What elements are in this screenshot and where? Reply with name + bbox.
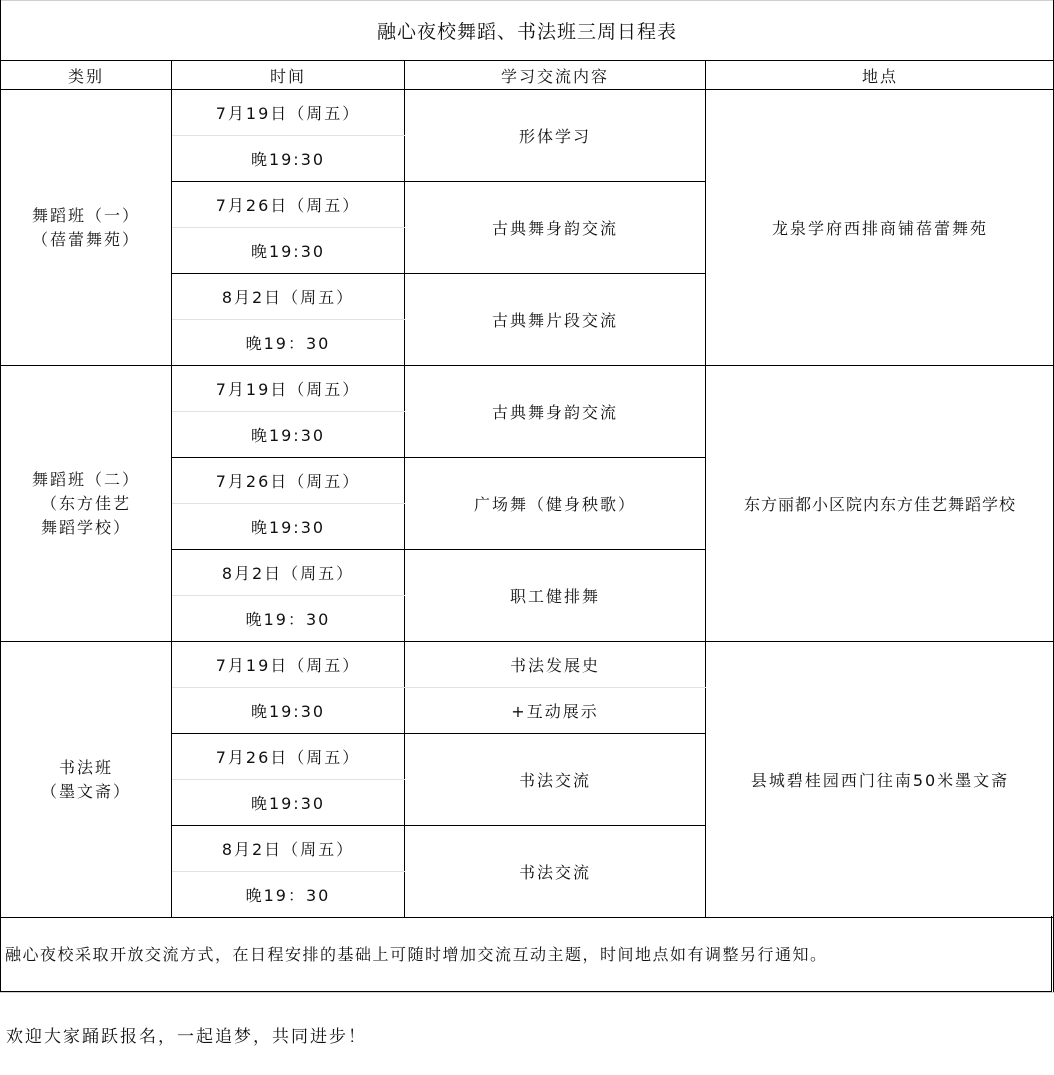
session-date: 8月2日（周五） [172,826,405,872]
session-topic: 古典舞片段交流 [405,274,706,366]
schedule-table [0,60,1054,918]
session-time: 晚19:30 [172,504,405,550]
category-cell [1,366,172,642]
session-topic: 古典舞身韵交流 [405,366,706,458]
table-row [1,90,1054,136]
session-time: 晚19:30 [172,136,405,182]
header-content: 学习交流内容 [405,61,706,90]
session-date: 7月19日（周五） [172,90,405,136]
category-line: 书法班 [58,757,113,777]
header-category: 类别 [1,61,172,90]
category-line: 舞蹈班（一） [31,205,140,225]
location-cell: 县城碧桂园西门往南50米墨文斋 [706,642,1054,918]
category-line: （东方佳艺 [40,493,131,513]
session-date: 8月2日（周五） [172,550,405,596]
session-topic-extra: +互动展示 [405,688,706,734]
category-line: 舞蹈学校） [40,517,131,537]
session-time: 晚19:30 [172,688,405,734]
table-row [1,366,1054,412]
session-time: 晚19：30 [172,872,405,918]
category-line: （蓓蕾舞苑） [31,229,140,249]
session-topic: 书法发展史 [405,642,706,688]
session-topic: 书法交流 [405,734,706,826]
category-line: 舞蹈班（二） [31,469,140,489]
session-date: 8月2日（周五） [172,274,405,320]
session-date: 7月26日（周五） [172,182,405,228]
header-location: 地点 [706,61,1054,90]
page-title: 融心夜校舞蹈、书法班三周日程表 [376,20,677,43]
session-time: 晚19:30 [172,780,405,826]
note-text: 融心夜校采取开放交流方式，在日程安排的基础上可随时增加交流互动主题，时间地点如有调整另行通知。 [0,916,1052,992]
session-topic: 形体学习 [405,90,706,182]
category-cell [1,90,172,366]
session-topic: 广场舞（健身秧歌） [405,458,706,550]
session-time: 晚19：30 [172,596,405,642]
table-row [1,642,1054,688]
session-topic: 职工健排舞 [405,550,706,642]
category-cell [1,642,172,918]
session-date: 7月19日（周五） [172,366,405,412]
session-time: 晚19:30 [172,228,405,274]
location-cell: 东方丽都小区院内东方佳艺舞蹈学校 [706,366,1054,642]
session-time: 晚19：30 [172,320,405,366]
session-date: 7月26日（周五） [172,458,405,504]
welcome-text: 欢迎大家踊跃报名，一起追梦，共同进步！ [0,992,1054,1075]
location-cell: 龙泉学府西排商铺蓓蕾舞苑 [706,90,1054,366]
session-time: 晚19:30 [172,412,405,458]
session-date: 7月19日（周五） [172,642,405,688]
session-topic: 书法交流 [405,826,706,918]
header-row [1,61,1054,90]
session-topic: 古典舞身韵交流 [405,182,706,274]
header-time: 时间 [172,61,405,90]
session-date: 7月26日（周五） [172,734,405,780]
category-line: （墨文斋） [40,781,131,801]
